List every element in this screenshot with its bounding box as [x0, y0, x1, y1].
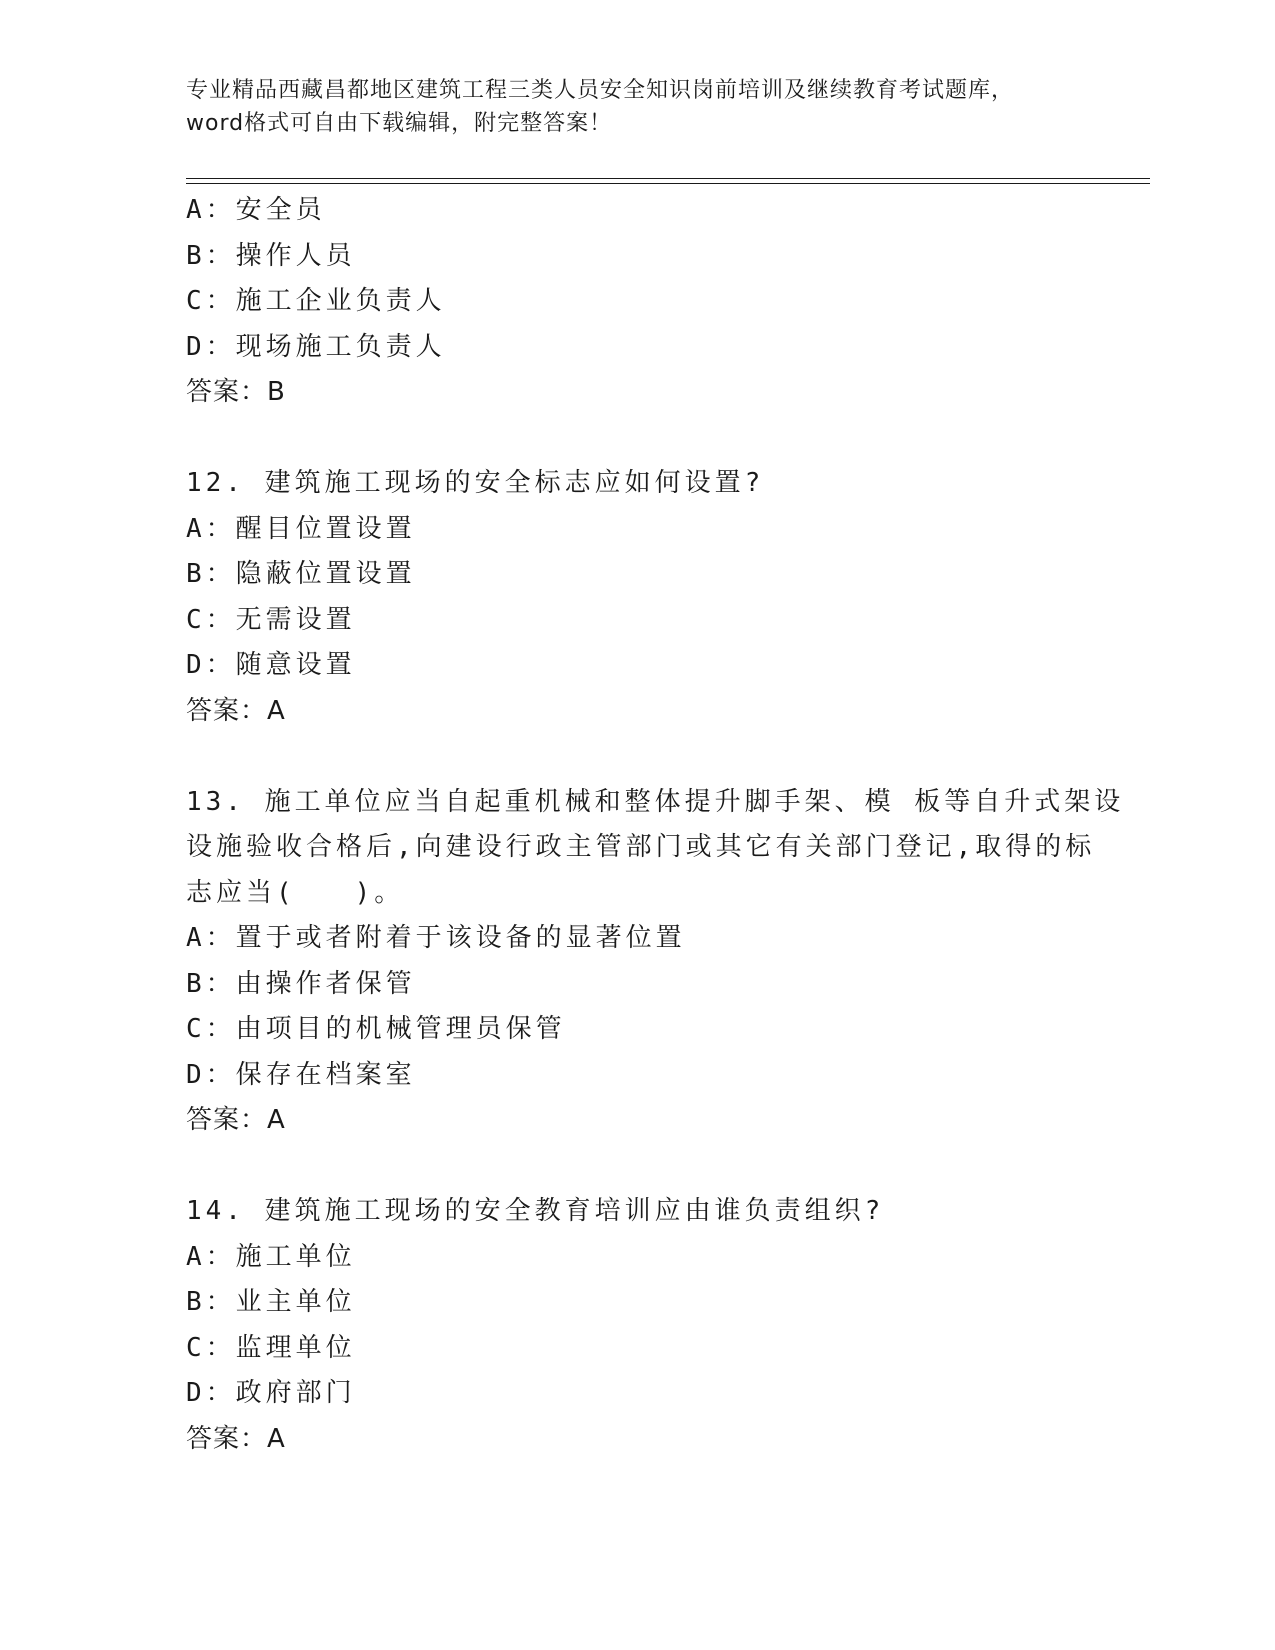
option-c: C：监理单位 [186, 1332, 356, 1363]
option-b: B：隐蔽位置设置 [186, 559, 416, 589]
spacer [186, 734, 1086, 780]
option-d: D：政府部门 [186, 1378, 356, 1408]
header-line-2: word格式可自由下载编辑，附完整答案！ [186, 111, 613, 136]
option-c: C：无需设置 [186, 604, 356, 635]
document-header [186, 74, 1086, 140]
option-a: A：安全员 [186, 195, 326, 225]
question-13 [186, 780, 1125, 1144]
question-11 [186, 188, 1086, 416]
option-d: D：保存在档案室 [186, 1059, 416, 1090]
header-divider-bottom [186, 183, 1150, 184]
header-divider-top [186, 178, 1150, 179]
answer: 答案：A [186, 1423, 286, 1454]
option-b: B：由操作者保管 [186, 968, 416, 999]
question-text-line-1: 13. 施工单位应当自起重机械和整体提升脚手架、模 板等自升式架设 [186, 786, 1125, 817]
spacer [186, 1144, 1086, 1190]
question-text-line-3: 志应当( )。 [186, 877, 405, 908]
question-text: 12. 建筑施工现场的安全标志应如何设置? [186, 468, 765, 498]
question-14 [186, 1189, 1086, 1462]
answer: 答案：A [186, 695, 286, 726]
option-a: A：醒目位置设置 [186, 513, 416, 544]
option-a: A：置于或者附着于该设备的显著位置 [186, 923, 686, 953]
option-d: D：随意设置 [186, 650, 356, 680]
option-c: C：施工企业负责人 [186, 286, 446, 316]
option-b: B：业主单位 [186, 1287, 356, 1317]
answer: 答案：A [186, 1105, 286, 1135]
option-a: A：施工单位 [186, 1241, 356, 1272]
option-d: D：现场施工负责人 [186, 331, 446, 362]
answer: 答案：B [186, 377, 286, 407]
option-c: C：由项目的机械管理员保管 [186, 1014, 566, 1044]
spacer [186, 416, 1086, 462]
question-text-line-2: 设施验收合格后,向建设行政主管部门或其它有关部门登记,取得的标 [186, 832, 1096, 862]
question-12 [186, 461, 1086, 734]
question-list [186, 188, 1125, 1462]
header-line-1: 专业精品西藏昌都地区建筑工程三类人员安全知识岗前培训及继续教育考试题库， [186, 78, 1015, 103]
option-b: B：操作人员 [186, 240, 356, 271]
question-text: 14. 建筑施工现场的安全教育培训应由谁负责组织? [186, 1196, 885, 1226]
